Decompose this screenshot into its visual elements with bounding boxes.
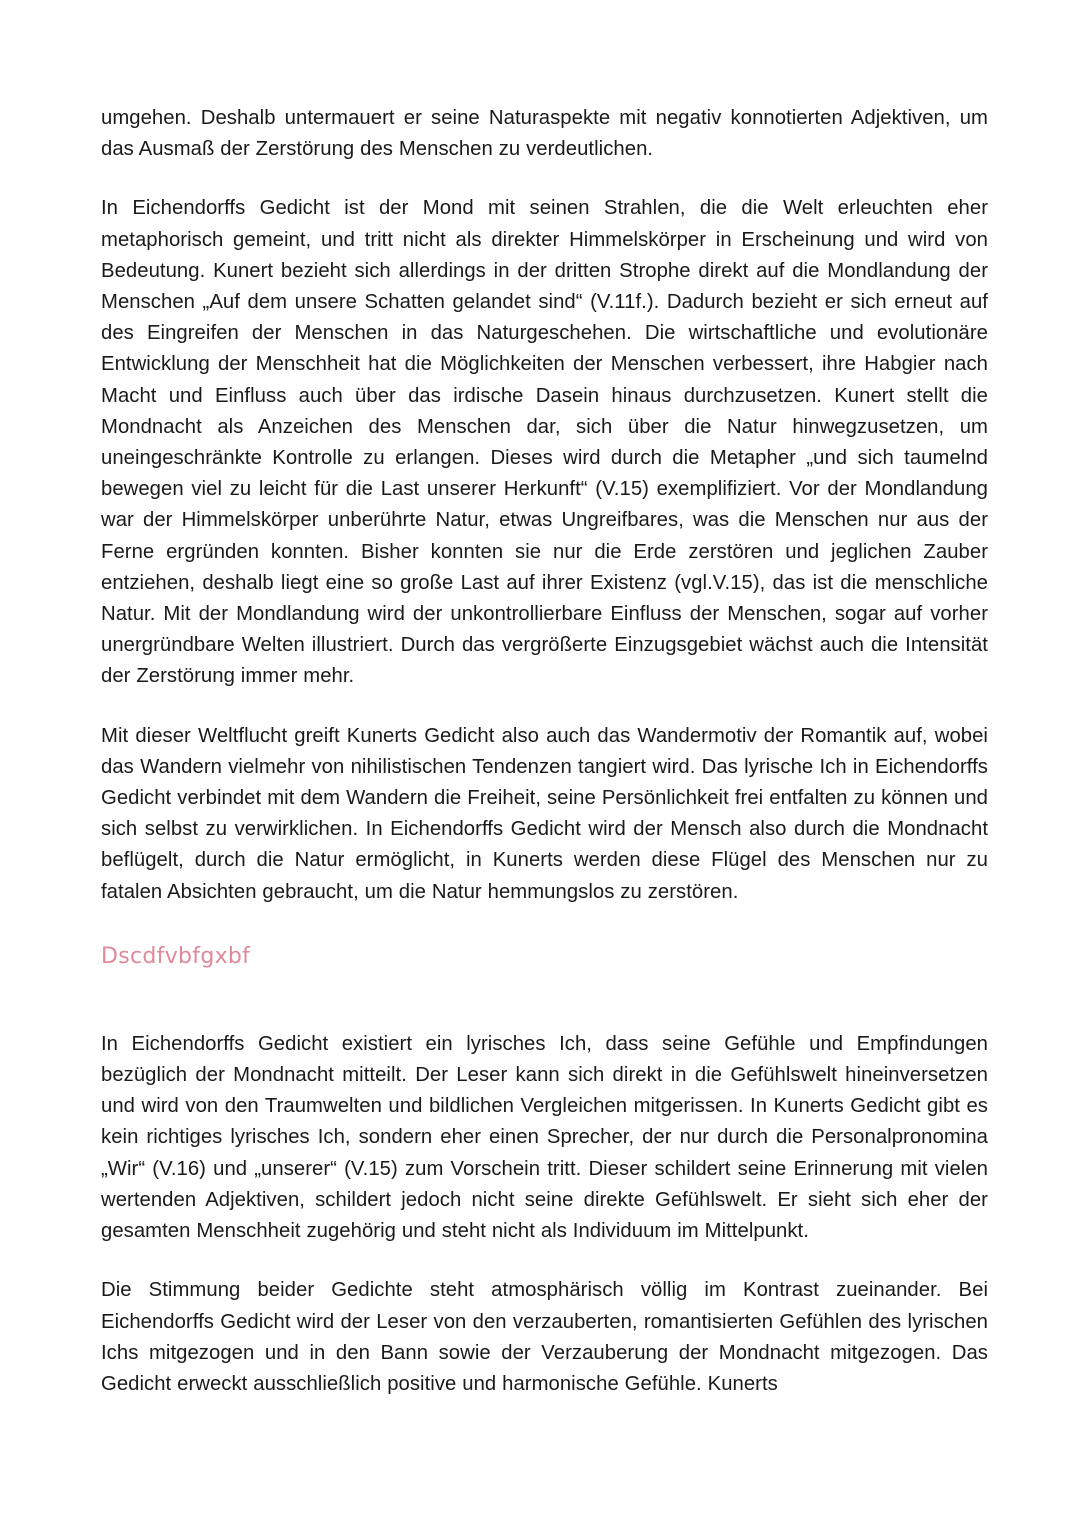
- paragraph-2: In Eichendorffs Gedicht ist der Mond mit seinen Strahlen, die die Welt erleuchten eher metaphorisch gemeint, und tritt nicht als direkter Himmelskörper in Erscheinung und wird von Bedeutung. Kunert bezieht sich allerdings in der dritten Strophe direkt auf die Mondlandung der Menschen „Auf dem unsere Schatten gelandet sind“ (V.11f.). Dadurch bezieht er sich erneut auf des Eingreifen der Menschen in das Naturgeschehen. Die wirtschaftliche und evolutionäre Entwicklung der Menschheit hat die Möglichkeiten der Menschen verbessert, ihre Habgier nach Macht und Einfluss auch über das irdische Dasein hinaus durchzusetzen. Kunert stellt die Mondnacht als Anzeichen des Menschen dar, sich über die Natur hinwegzusetzen, um uneingeschränkte Kontrolle zu erlangen. Dieses wird durch die Metapher „und sich taumelnd bewegen viel zu leicht für die Last unserer Herkunft“ (V.15) exemplifiziert. Vor der Mondlandung war der Himmelskörper unberührte Natur, etwas Ungreifbares, was die Menschen nur aus der Ferne ergründen konnten. Bisher konnten sie nur die Erde zerstören und jeglichen Zauber entziehen, deshalb liegt eine so große Last auf ihrer Existenz (vgl.V.15), das ist die menschliche Natur. Mit der Mondlandung wird der unkontrollierbare Einfluss der Menschen, sogar auf vorher unergründbare Welten illustriert. Durch das vergrößerte Einzugsgebiet wächst auch die Intensität der Zerstörung immer mehr.: [101, 197, 988, 688]
- paragraph-3: Mit dieser Weltflucht greift Kunerts Gedicht also auch das Wandermotiv der Romantik auf, wobei das Wandern vielmehr von nihilistischen Tendenzen tangiert wird. Das lyrische Ich in Eichendorffs Gedicht verbindet mit dem Wandern die Freiheit, seine Persönlichkeit frei entfalten zu können und sich selbst zu verwirklichen. In Eichendorffs Gedicht wird der Mensch also durch die Mondnacht beflügelt, durch die Natur ermöglicht, in Kunerts werden diese Flügel des Menschen nur zu fatalen Absichten gebraucht, um die Natur hemmungslos zu zerstören.: [101, 724, 988, 903]
- section-heading-dscdfvbfgxbf: Dscdfvbfgxbf: [101, 943, 251, 969]
- document-text-column: [101, 103, 988, 1400]
- heading-spacer: [101, 972, 988, 1029]
- paragraph-4: In Eichendorffs Gedicht existiert ein lyrisches Ich, dass seine Gefühle und Empfindungen bezüglich der Mondnacht mitteilt. Der Leser kann sich direkt in die Gefühlswelt hineinversetzen und wird von den Traumwelten und bildlichen Vergleichen mitgerissen. In Kunerts Gedicht gibt es kein richtiges lyrisches Ich, sondern eher einen Sprecher, der nur durch die Personalpronomina „Wir“ (V.16) und „unserer“ (V.15) zum Vorschein tritt. Dieser schildert seine Erinnerung mit vielen wertenden Adjektiven, schildert jedoch nicht seine direkte Gefühlswelt. Er sieht sich eher der gesamten Menschheit zugehörig und steht nicht als Individuum im Mittelpunkt.: [101, 1032, 988, 1243]
- paragraph-5: Die Stimmung beider Gedichte steht atmosphärisch völlig im Kontrast zueinander. Bei Eichendorffs Gedicht wird der Leser von den verzauberten, romantisierten Gefühlen des lyrischen Ichs mitgezogen und in den Bann sowie der Verzauberung der Mondnacht mitgezogen. Das Gedicht erweckt ausschließlich positive und harmonische Gefühle. Kunerts: [101, 1279, 988, 1395]
- paragraph-1: umgehen. Deshalb untermauert er seine Naturaspekte mit negativ konnotierten Adjektiven, um das Ausmaß der Zerstörung des Menschen zu verdeutlichen.: [101, 107, 988, 161]
